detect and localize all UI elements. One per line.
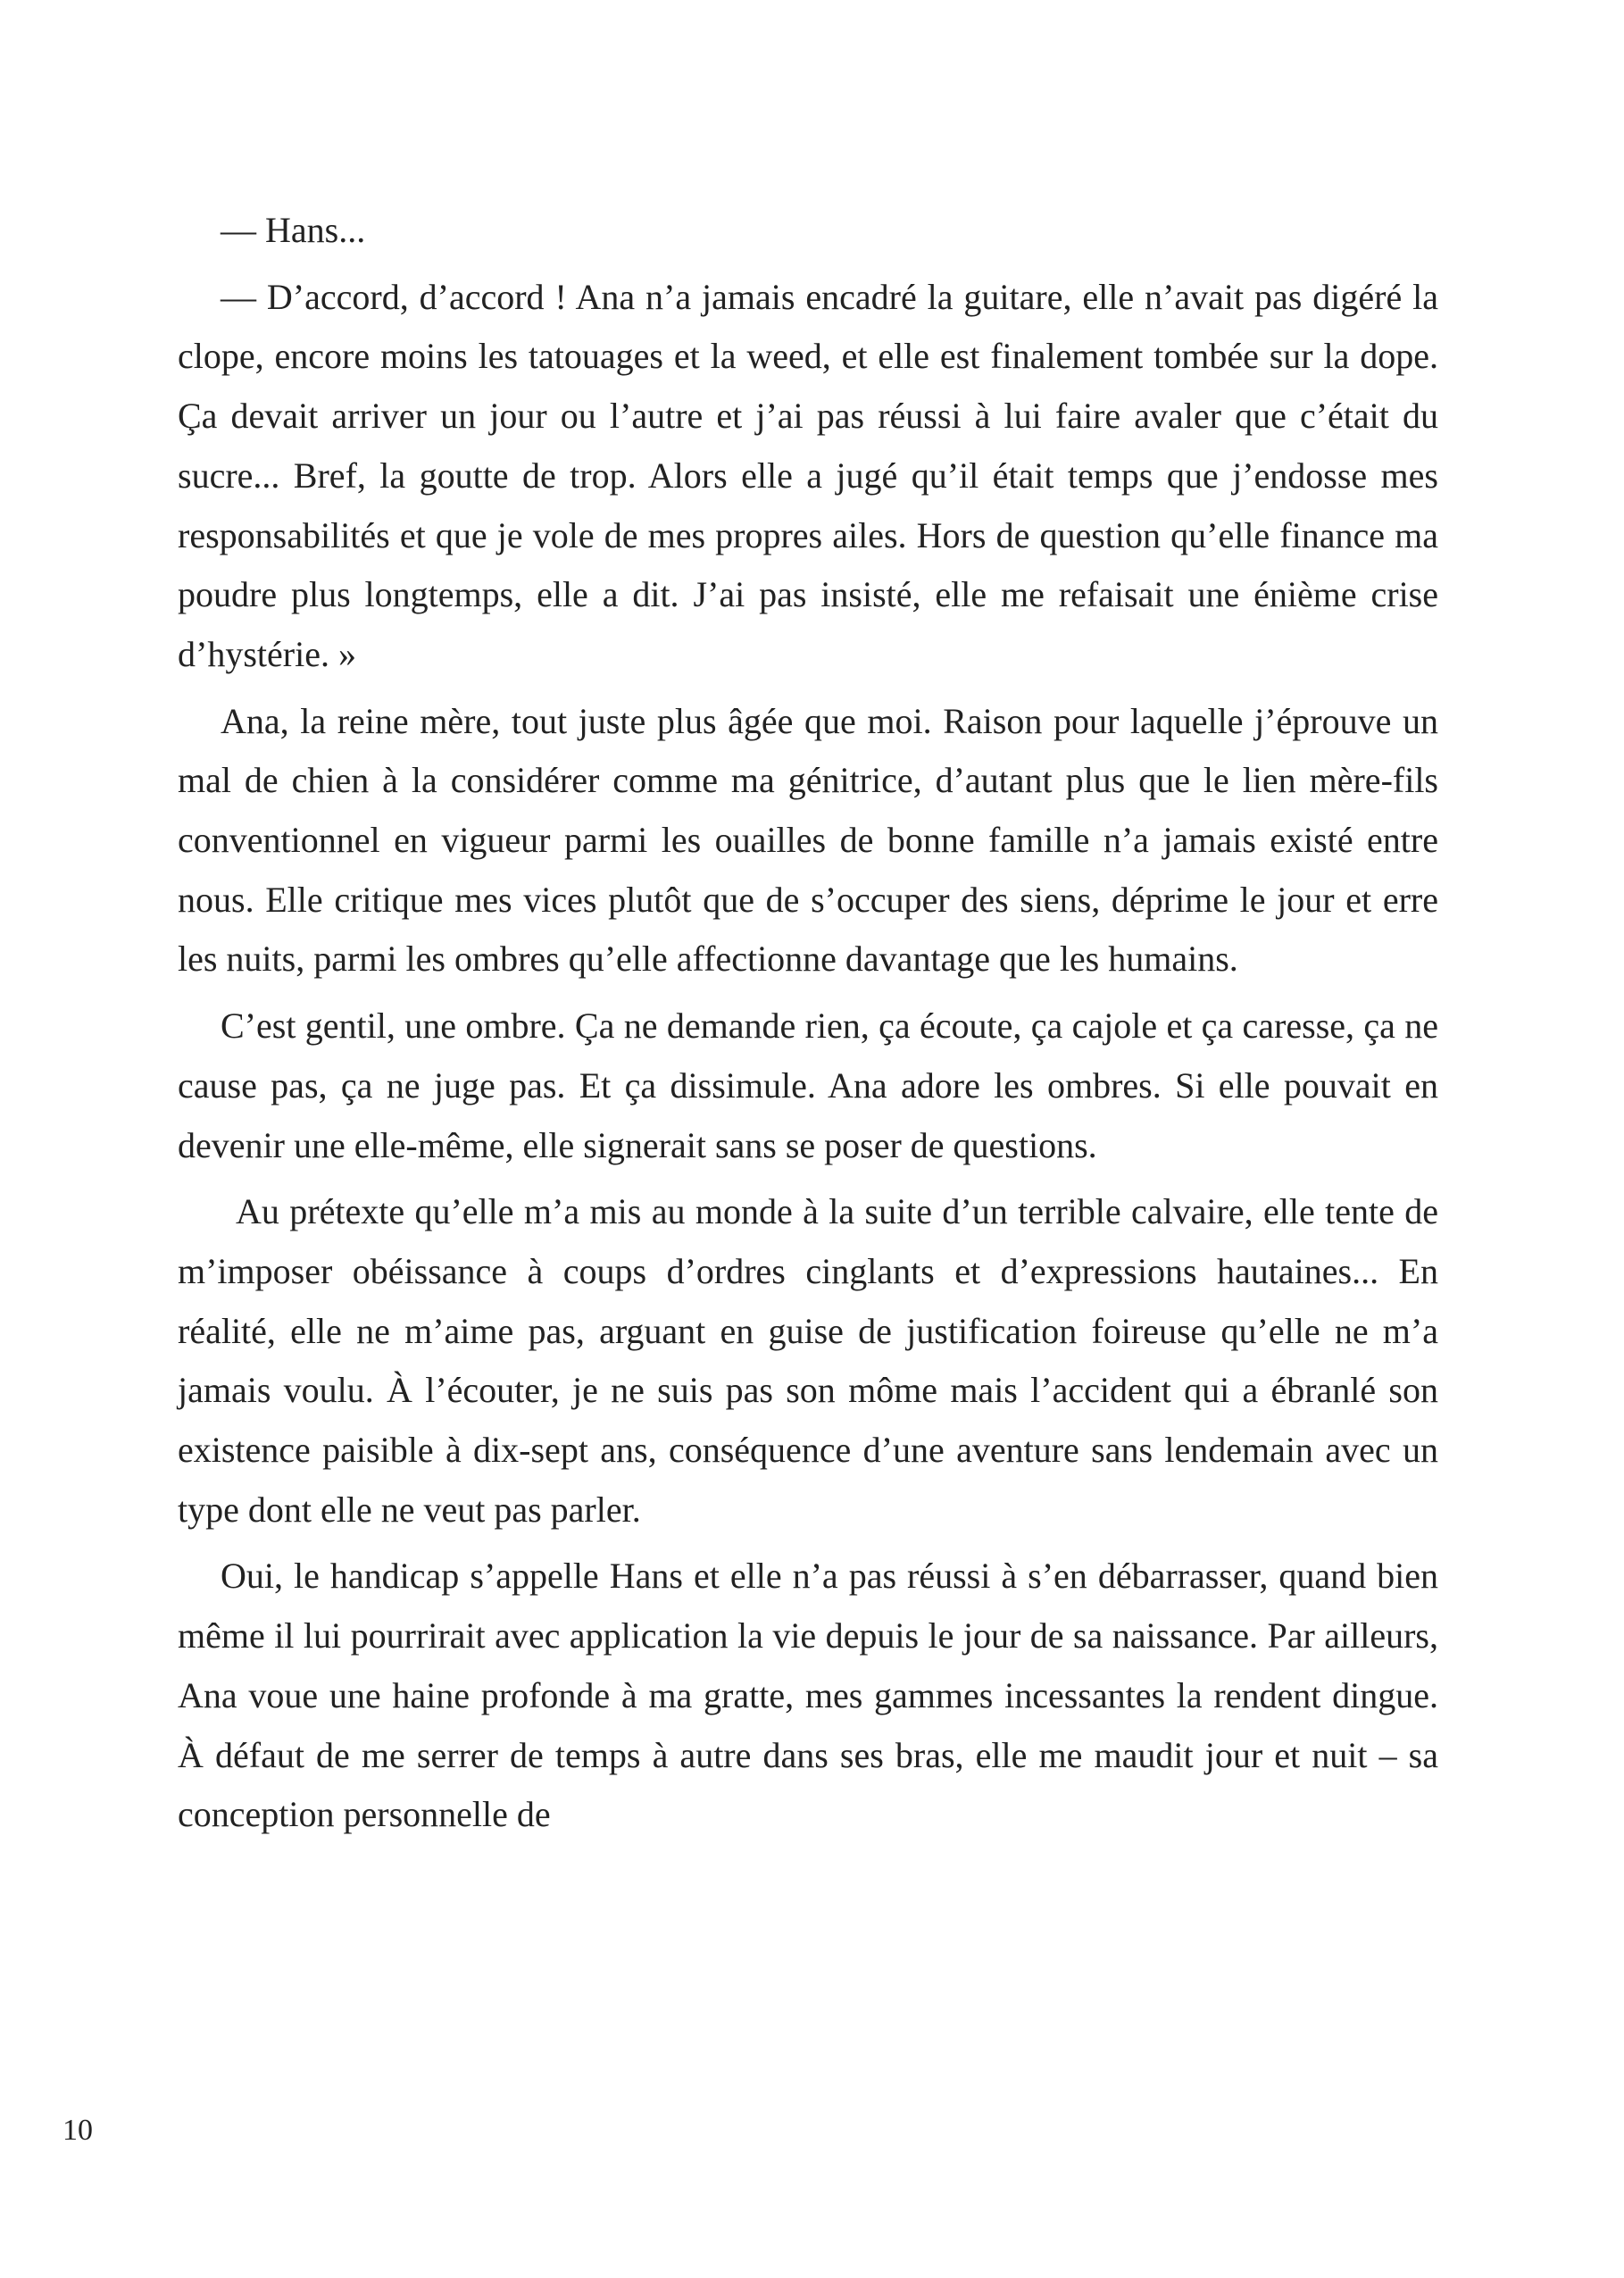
body-text bbox=[178, 201, 1438, 1845]
paragraph-6: Oui, le handicap s’appelle Hans et elle n’a pas réussi à s’en débarrasser, quand bien même il lui pourrirait avec application la vie depuis le jour de sa naissance. Par ailleurs, Ana voue une haine profonde à ma gratte, mes gammes incessantes la rendent dingue. À défaut de me serrer de temps à autre dans ses bras, elle me maudit jour et nuit – sa conception personnelle de bbox=[178, 1556, 1438, 1835]
paragraph-3: Ana, la reine mère, tout juste plus âgée que moi. Raison pour laquelle j’éprouve un mal de chien à la considérer comme ma génitrice, d’autant plus que le lien mère-fils conventionnel en vigueur parmi les ouailles de bonne famille n’a jamais existé entre nous. Elle critique mes vices plutôt que de s’occuper des siens, déprime le jour et erre les nuits, parmi les ombres qu’elle affectionne davantage que les humains. bbox=[178, 700, 1438, 980]
paragraph-1: — Hans... bbox=[221, 210, 366, 250]
paragraph-5: Au prétexte qu’elle m’a mis au monde à la suite d’un terrible calvaire, elle tente de m’imposer obéissance à coups d’ordres cinglants et d’expressions hautaines... En réalité, elle ne m’aime pas, arguant en guise de justification foireuse qu’elle ne m’a jamais voulu. À l’écouter, je ne suis pas son môme mais l’accident qui a ébranlé son existence paisible à dix-sept ans, conséquence d’une aventure sans lendemain avec un type dont elle ne veut pas parler. bbox=[178, 1191, 1438, 1530]
paragraph-2: — D’accord, d’accord ! Ana n’a jamais encadré la guitare, elle n’avait pas digéré la clope, encore moins les tatouages et la weed, et elle est finalement tombée sur la dope. Ça devait arriver un jour ou l’autre et j’ai pas réussi à lui faire avaler que c’était du sucre... Bref, la goutte de trop. Alors elle a jugé qu’il était temps que j’endosse mes responsabilités et que je vole de mes propres ailes. Hors de question qu’elle finance ma poudre plus longtemps, elle a dit. J’ai pas insisté, elle me refaisait une énième crise d’hystérie. » bbox=[178, 276, 1438, 674]
paragraph-4: C’est gentil, une ombre. Ça ne demande rien, ça écoute, ça cajole et ça caresse, ça ne cause pas, ça ne juge pas. Et ça dissimule. Ana adore les ombres. Si elle pouvait en devenir une elle-même, elle signerait sans se poser de questions. bbox=[178, 1005, 1438, 1165]
page-number: 10 bbox=[62, 2114, 93, 2147]
